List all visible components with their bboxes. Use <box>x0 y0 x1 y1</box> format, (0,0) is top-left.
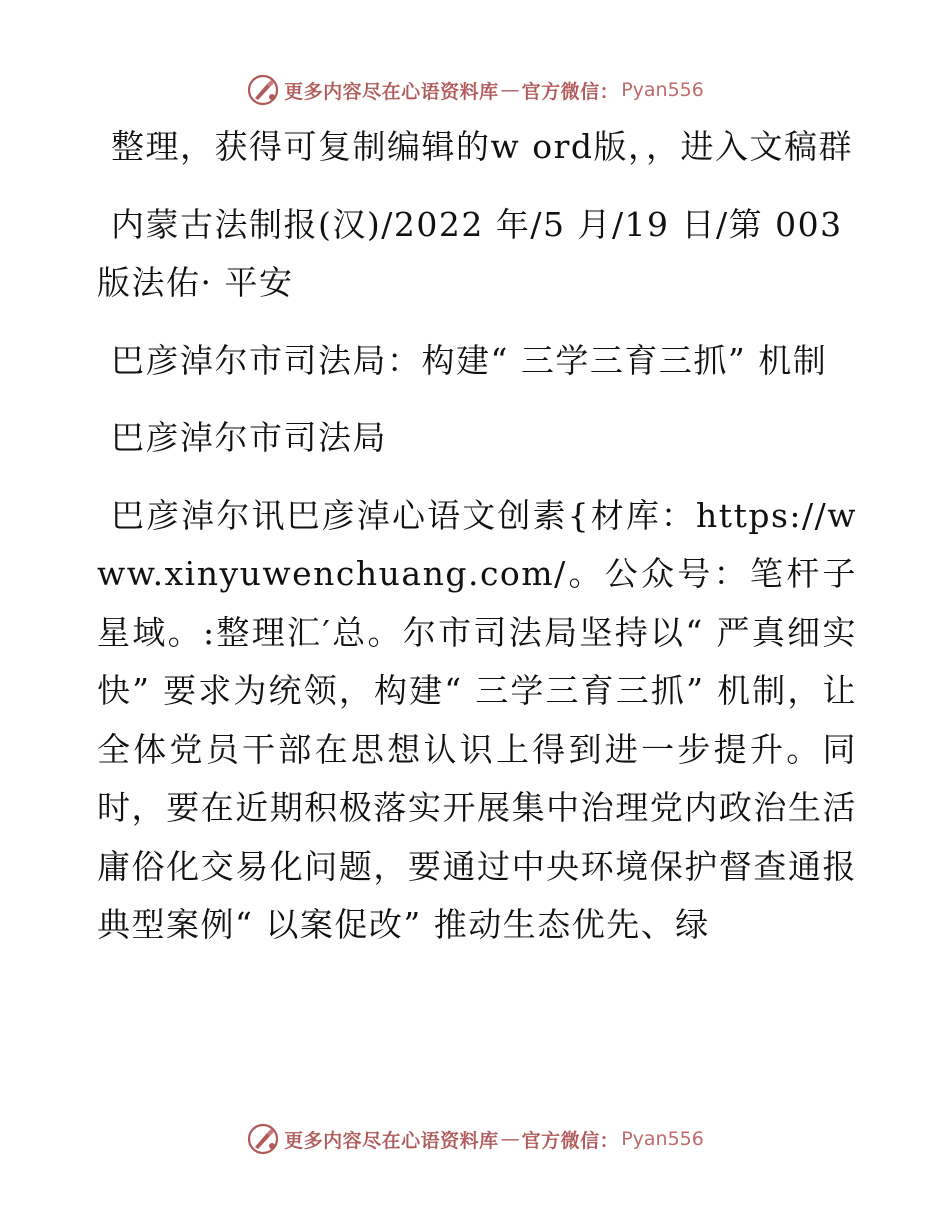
banner-separator: — <box>500 79 520 101</box>
pen-logo-icon <box>246 73 280 107</box>
pen-logo-icon <box>246 1122 280 1156</box>
header-watermark-banner <box>0 70 950 110</box>
article-author: 巴彦淖尔市司法局 <box>111 418 387 457</box>
banner-separator: — <box>500 1128 520 1150</box>
document-body <box>97 118 857 955</box>
banner-site-name: 更多内容尽在心语资料库 <box>284 80 499 103</box>
footer-watermark-banner <box>0 1119 950 1159</box>
banner-official-label: 官方微信： <box>521 80 620 103</box>
article-body: 巴彦淖尔讯巴彦淖心语文创素{材库：https://www.xinyuwenchuang.com/。公众号：笔杆子星域。:整理汇′总。尔市司法局坚持以“ 严真细实快” 要求为统领，构建“ 三学三育三抓” 机制，让全体党员干部在思想认识上得到进一步提升。同时，要在近期积极落实开展集中治理党内政治生活庸俗化交易化问题，要通过中央环境保护督查通报典型案例“ 以案促改” 推动生态优先、绿 <box>97 495 857 944</box>
banner-wechat-id: Pyan556 <box>621 79 704 101</box>
banner-wechat-id: Pyan556 <box>621 1128 704 1150</box>
banner-site-name: 更多内容尽在心语资料库 <box>284 1129 499 1152</box>
intro-paragraph: 整理，获得可复制编辑的w ord版，，进入文稿群 <box>111 127 854 166</box>
source-line: 内蒙古法制报(汉)/2022 年/5 月/19 日/第 003 版法佑· 平安 <box>97 204 843 302</box>
banner-official-label: 官方微信： <box>521 1129 620 1152</box>
article-title: 巴彦淖尔市司法局：构建“ 三学三育三抓” 机制 <box>111 340 828 380</box>
